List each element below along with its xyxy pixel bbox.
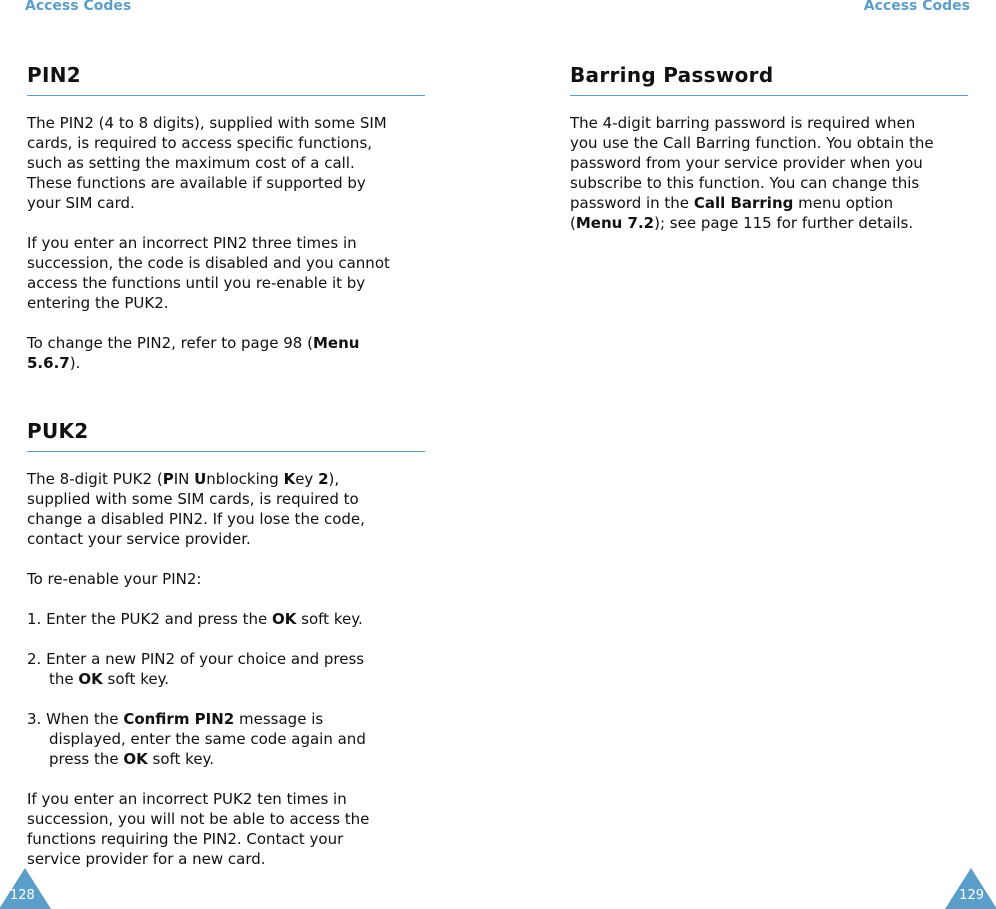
text-line (27, 173, 390, 193)
text: displayed, enter the same code again and (49, 730, 366, 748)
text: These functions are available if supported by (27, 174, 366, 192)
text: 1. Enter the PUK2 and press the (27, 610, 273, 628)
text: your SIM card. (27, 194, 135, 212)
bold-text: 2 (318, 470, 329, 488)
section-title: Barring Password (570, 63, 774, 87)
text: 2. Enter a new PIN2 of your choice and press (27, 650, 365, 668)
text: access the functions until you re-enable it by (27, 274, 366, 292)
text-line (27, 233, 390, 253)
text-line (27, 669, 369, 689)
text-line (27, 213, 390, 233)
text: 3. When the (27, 710, 124, 728)
section-body (27, 113, 390, 373)
text: ). (69, 354, 81, 372)
text-line (570, 173, 934, 193)
text-line (27, 569, 369, 589)
text: you use the Call Barring function. You obtain the (570, 134, 934, 152)
text-line (27, 113, 390, 133)
text-line (27, 313, 390, 333)
text-line (27, 649, 369, 669)
text-line (27, 509, 369, 529)
text-line (27, 709, 369, 729)
text: cards, is required to access specific functions, (27, 134, 373, 152)
text: If you enter an incorrect PUK2 ten times in (27, 790, 347, 808)
text-line (27, 353, 390, 373)
text: ( (570, 214, 576, 232)
text: To change the PIN2, refer to page 98 ( (27, 334, 313, 352)
bold-text: OK (272, 610, 297, 628)
text-line (27, 253, 390, 273)
bold-text: OK (123, 750, 148, 768)
text: message is (234, 710, 324, 728)
text-line (27, 293, 390, 313)
text: ), (328, 470, 340, 488)
text: soft key. (296, 610, 363, 628)
text: ey (295, 470, 319, 488)
bold-text: P (162, 470, 174, 488)
text: password from your service provider when you (570, 154, 923, 172)
text-line (27, 193, 390, 213)
section-body (570, 113, 934, 233)
text-line (27, 769, 369, 789)
text: contact your service provider. (27, 530, 251, 548)
text-line (27, 133, 390, 153)
page-number-left: 128 (10, 888, 35, 903)
text-line (27, 529, 369, 549)
text: IN (173, 470, 195, 488)
text: ); see page 115 for further details. (654, 214, 914, 232)
divider (27, 95, 425, 96)
text: The 4-digit barring password is required when (570, 114, 916, 132)
text-line (27, 589, 369, 609)
text-line (27, 749, 369, 769)
text: change a disabled PIN2. If you lose the code, (27, 510, 365, 528)
text: functions requiring the PIN2. Contact your (27, 830, 344, 848)
section-title: PIN2 (27, 63, 81, 87)
text-line (27, 629, 369, 649)
text-line (27, 689, 369, 709)
text: nblocking (206, 470, 284, 488)
bold-text: U (194, 470, 207, 488)
text-line (27, 549, 369, 569)
text: menu option (793, 194, 894, 212)
text-line (27, 153, 390, 173)
text: press the (49, 750, 124, 768)
bold-text: K (283, 470, 296, 488)
text-line (570, 193, 934, 213)
text-line (27, 849, 369, 869)
text: soft key. (102, 670, 170, 688)
text-line (27, 809, 369, 829)
text: subscribe to this function. You can change this (570, 174, 920, 192)
text: the (49, 670, 79, 688)
text-line (27, 469, 369, 489)
bold-text: 5.6.7 (27, 354, 70, 372)
text-line (27, 789, 369, 809)
text: The PIN2 (4 to 8 digits), supplied with some SIM (27, 114, 387, 132)
section-title: PUK2 (27, 419, 89, 443)
text: succession, the code is disabled and you cannot (27, 254, 390, 272)
running-header-right: Access Codes (863, 0, 970, 14)
text: soft key. (147, 750, 215, 768)
page-number-right: 129 (959, 888, 984, 903)
bold-text: Confirm PIN2 (123, 710, 235, 728)
text-line (570, 153, 934, 173)
divider (570, 95, 968, 96)
bold-text: OK (78, 670, 103, 688)
text-line (570, 213, 934, 233)
text: service provider for a new card. (27, 850, 266, 868)
text: such as setting the maximum cost of a call. (27, 154, 355, 172)
text-line (27, 489, 369, 509)
section-body (27, 469, 369, 869)
bold-text: Menu (312, 334, 360, 352)
divider (27, 451, 425, 452)
text-line (27, 273, 390, 293)
text-line (27, 729, 369, 749)
text-line (570, 133, 934, 153)
text: password in the (570, 194, 694, 212)
running-header-left: Access Codes (25, 0, 132, 14)
bold-text: Menu 7.2 (575, 214, 655, 232)
text: succession, you will not be able to access the (27, 810, 370, 828)
text: To re-enable your PIN2: (27, 570, 202, 588)
text-line (27, 829, 369, 849)
text-line (570, 113, 934, 133)
text: If you enter an incorrect PIN2 three times in (27, 234, 357, 252)
text: The 8-digit PUK2 ( (27, 470, 163, 488)
text-line (27, 333, 390, 353)
bold-text: Call Barring (693, 194, 794, 212)
text: supplied with some SIM cards, is required to (27, 490, 359, 508)
text: entering the PUK2. (27, 294, 169, 312)
text-line (27, 609, 369, 629)
